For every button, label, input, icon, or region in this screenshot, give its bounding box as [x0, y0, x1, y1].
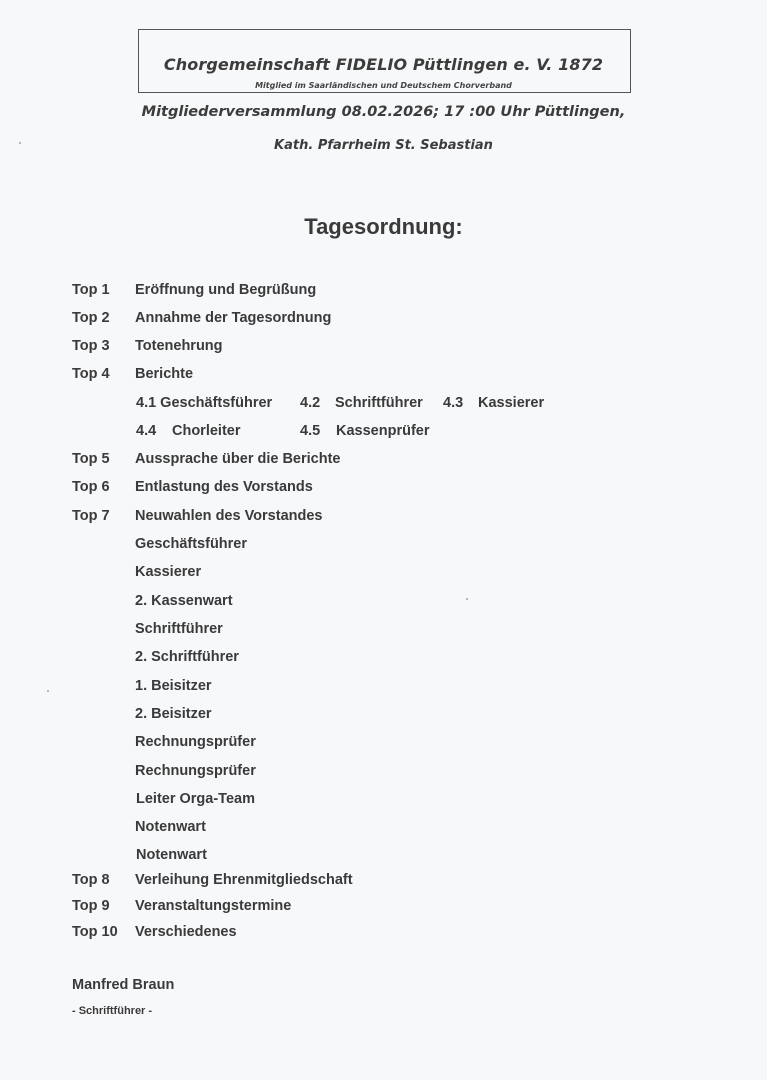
election-position: 2. Beisitzer: [135, 706, 212, 722]
agenda-item-number: Top 8: [72, 872, 110, 888]
agenda-item-number: Top 2: [72, 310, 110, 326]
agenda-item-number: Top 5: [72, 451, 110, 467]
agenda-item-text: Neuwahlen des Vorstandes: [135, 508, 323, 524]
meeting-location-line: Kath. Pfarrheim St. Sebastian: [274, 138, 493, 153]
election-position: 1. Beisitzer: [135, 678, 212, 694]
report-4-2-text: Schriftführer: [335, 395, 423, 411]
meeting-date-line: Mitgliederversammlung 08.02.2026; 17 :00 Uhr Püttlingen,: [141, 104, 626, 120]
election-position: Notenwart: [136, 847, 207, 863]
scan-speck: [47, 690, 49, 692]
scan-speck: [19, 142, 21, 144]
agenda-item-number: Top 6: [72, 479, 110, 495]
agenda-item-number: Top 3: [72, 338, 110, 354]
election-position: Kassierer: [135, 564, 202, 580]
agenda-item-text: Verschiedenes: [135, 924, 237, 940]
report-4-1: 4.1 Geschäftsführer: [136, 395, 273, 411]
signature-role: - Schriftführer -: [72, 1005, 153, 1017]
club-name: Chorgemeinschaft FIDELIO Püttlingen e. V. 1872: [163, 55, 604, 74]
agenda-item-text: Verleihung Ehrenmitgliedschaft: [135, 872, 353, 888]
report-4-4-number: 4.4: [136, 423, 157, 439]
agenda-item-text: Veranstaltungstermine: [135, 898, 292, 914]
agenda-item-number: Top 4: [72, 366, 110, 382]
report-4-5-number: 4.5: [300, 423, 321, 439]
election-position: 2. Schriftführer: [135, 649, 239, 665]
agenda-item-text: Entlastung des Vorstands: [135, 479, 313, 495]
election-position: Rechnungsprüfer: [135, 734, 256, 750]
election-position: Rechnungsprüfer: [135, 763, 256, 779]
agenda-item-text: Totenehrung: [135, 338, 223, 354]
report-4-3-text: Kassierer: [478, 395, 545, 411]
agenda-title: Tagesordnung:: [304, 214, 463, 239]
election-position: 2. Kassenwart: [135, 593, 233, 609]
agenda-item-text: Berichte: [135, 366, 194, 382]
agenda-item-number: Top 7: [72, 508, 110, 524]
election-position: Leiter Orga-Team: [136, 791, 255, 807]
agenda-item-number: Top 1: [72, 282, 110, 298]
signature-name: Manfred Braun: [72, 977, 175, 993]
report-4-3-number: 4.3: [443, 395, 464, 411]
report-4-2-number: 4.2: [300, 395, 321, 411]
agenda-item-number: Top 10: [72, 924, 118, 940]
election-position: Notenwart: [135, 819, 206, 835]
report-4-5-text: Kassenprüfer: [336, 423, 430, 439]
scan-speck: [466, 598, 468, 600]
election-position: Geschäftsführer: [135, 536, 248, 552]
membership-note: Mitglied im Saarländischen und Deutschem Chorverband: [255, 81, 512, 90]
election-position: Schriftführer: [135, 621, 223, 637]
agenda-item-text: Aussprache über die Berichte: [135, 451, 341, 467]
agenda-item-number: Top 9: [72, 898, 110, 914]
agenda-item-text: Annahme der Tagesordnung: [135, 310, 332, 326]
agenda-item-text: Eröffnung und Begrüßung: [135, 282, 317, 298]
report-4-4-text: Chorleiter: [172, 423, 241, 439]
